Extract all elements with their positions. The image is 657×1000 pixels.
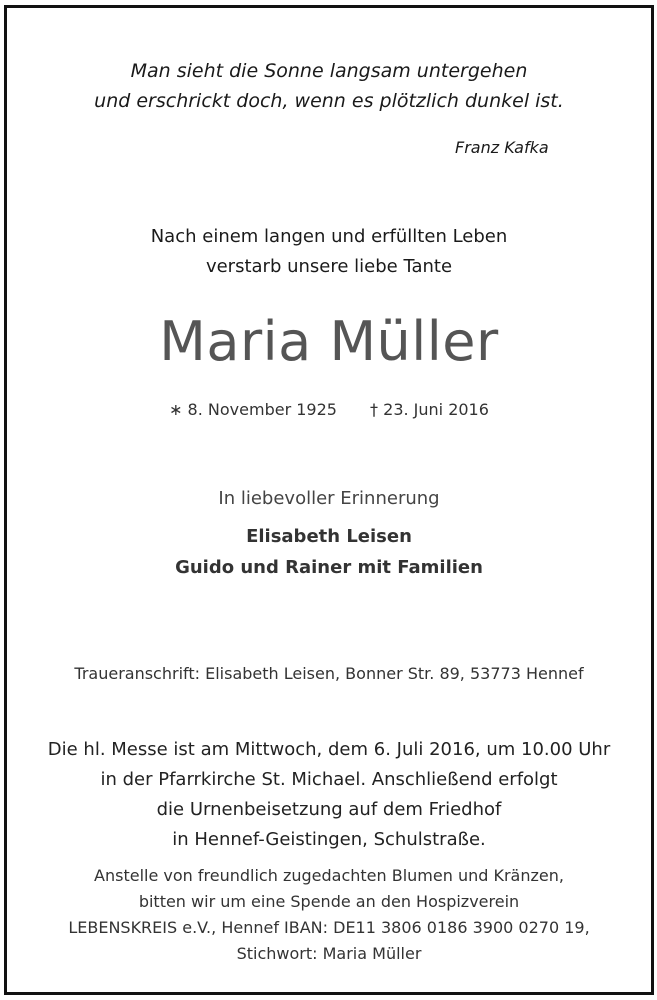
mourner-line-1: Elisabeth Leisen <box>246 526 412 547</box>
mass-line-3: die Urnenbeisetzung auf dem Friedhof <box>156 799 502 820</box>
deceased-name: Maria Müller <box>159 310 499 373</box>
intro-line-1: Nach einem langen und erfüllten Leben <box>150 226 508 247</box>
life-dates <box>7 400 651 419</box>
donation-line-1: Anstelle von freundlich zugedachten Blumen und Kränzen, <box>94 866 564 885</box>
quote-author: Franz Kafka <box>455 138 549 157</box>
death-date: † 23. Juni 2016 <box>370 400 489 419</box>
mass-line-4: in Hennef-Geistingen, Schulstraße. <box>172 829 486 850</box>
intro-line-2: verstarb unsere liebe Tante <box>205 256 453 277</box>
birth-date: ∗ 8. November 1925 <box>169 400 337 419</box>
mass-line-2: in der Pfarrkirche St. Michael. Anschließend erfolgt <box>100 769 558 790</box>
donation-line-3: LEBENSKREIS e.V., Hennef IBAN: DE11 3806 0186 3900 0270 19, <box>68 918 590 937</box>
quote-line-1: Man sieht die Sonne langsam untergehen <box>130 60 528 82</box>
notice-frame <box>4 5 654 995</box>
quote-line-2: und erschrickt doch, wenn es plötzlich dunkel ist. <box>94 90 564 112</box>
donation-line-4: Stichwort: Maria Müller <box>236 944 422 963</box>
mourning-address: Traueranschrift: Elisabeth Leisen, Bonner Str. 89, 53773 Hennef <box>74 664 584 683</box>
mourner-line-2: Guido und Rainer mit Familien <box>175 557 483 578</box>
memory-heading: In liebevoller Erinnerung <box>218 488 440 509</box>
mass-line-1: Die hl. Messe ist am Mittwoch, dem 6. Juli 2016, um 10.00 Uhr <box>47 739 611 760</box>
donation-line-2: bitten wir um eine Spende an den Hospizverein <box>138 892 520 911</box>
